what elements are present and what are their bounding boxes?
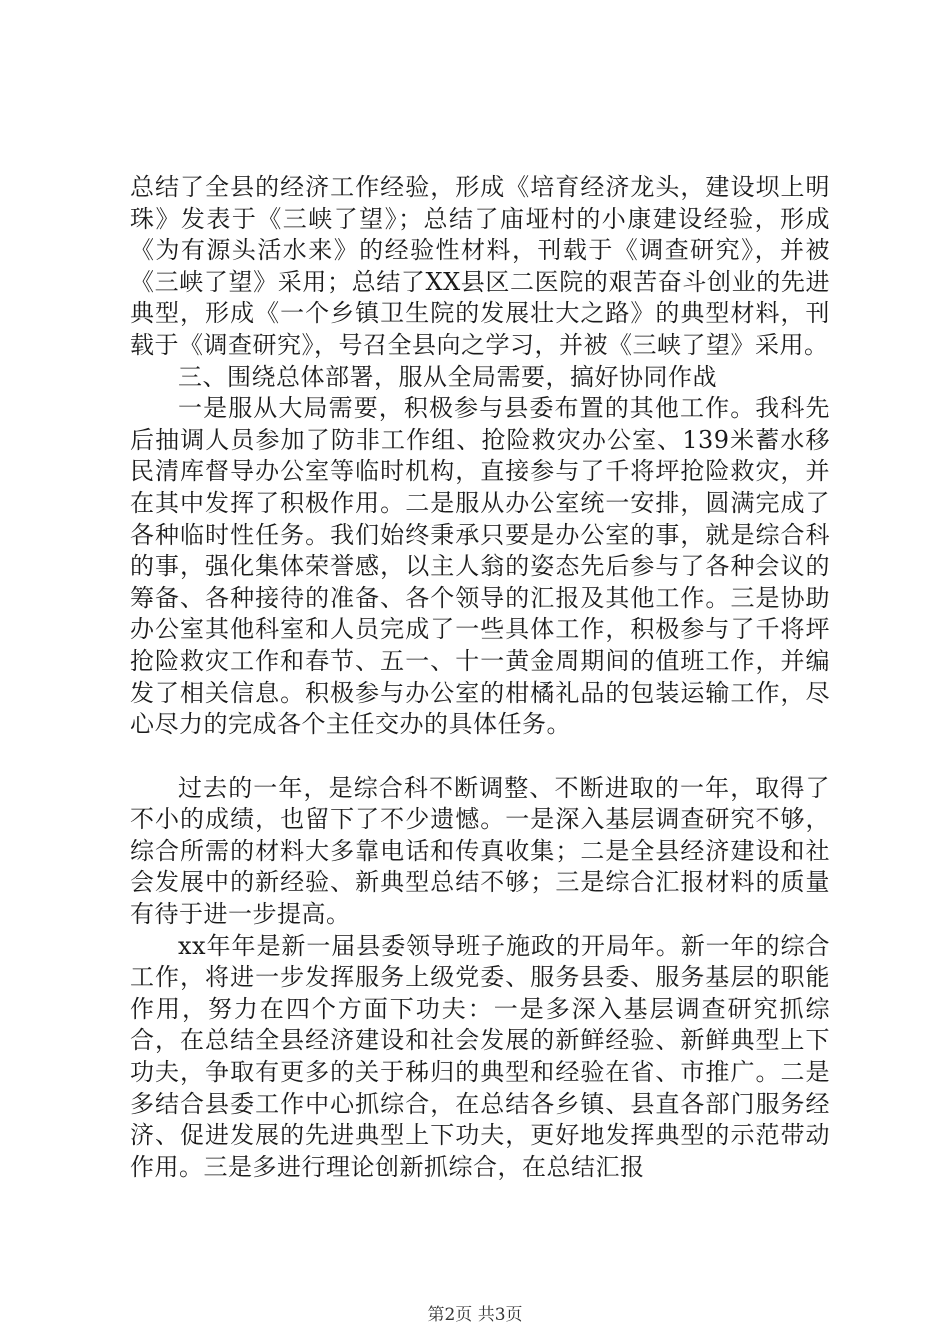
paragraph-spacer <box>130 741 830 773</box>
paragraph-coordination-work: 一是服从大局需要，积极参与县委布置的其他工作。我科先后抽调人员参加了防非工作组、抢险救灾办公室、139米蓄水移民清库督导办公室等临时机构，直接参与了千将坪抢险救灾，并在其中发挥了积极作用。二是服从办公室统一安排，圆满完成了各种临时性任务。我们始终秉承只要是办公室的事，就是综合科的事，强化集体荣誉感，以主人翁的姿态先后参与了各种会议的筹备、各种接待的准备、各个领导的汇报及其他工作。三是协助办公室其他科室和人员完成了一些具体工作，积极参与了千将坪抢险救灾工作和春节、五一、十一黄金周期间的值班工作，并编发了相关信息。积极参与办公室的柑橘礼品的包装运输工作，尽心尽力的完成各个主任交办的具体任务。 <box>130 394 830 739</box>
paragraph-new-year-plan: xx年年是新一届县委领导班子施政的开局年。新一年的综合工作，将进一步发挥服务上级党委、服务县委、服务基层的职能作用，努力在四个方面下功夫：一是多深入基层调查研究抓综合，在总结全县经济建设和社会发展的新鲜经验、新鲜典型上下功夫，争取有更多的关于秭归的典型和经验在省、市推广。二是多结合县委工作中心抓综合，在总结各乡镇、县直各部门服务经济、促进发展的先进典型上下功夫，更好地发挥典型的示范带动作用。三是多进行理论创新抓综合，在总结汇报 <box>130 931 830 1181</box>
section-heading-three: 三、围绕总体部署，服从全局需要，搞好协同作战 <box>178 362 717 391</box>
document-body <box>130 172 830 1183</box>
paragraph-past-year-review: 过去的一年，是综合科不断调整、不断进取的一年，取得了不小的成绩，也留下了不少遗憾。一是深入基层调查研究不够，综合所需的材料大多靠电话和传真收集；二是全县经济建设和社会发展中的新经验、新典型总结不够；三是综合汇报材料的质量有待于进一步提高。 <box>130 773 830 929</box>
paragraph-summary-experience: 总结了全县的经济工作经验，形成《培育经济龙头，建设坝上明珠》发表于《三峡了望》；总结了庙垭村的小康建设经验，形成《为有源头活水来》的经验性材料，刊载于《调查研究》，并被《三峡了望》采用；总结了XX县区二医院的艰苦奋斗创业的先进典型，形成《一个乡镇卫生院的发展壮大之路》的典型材料，刊载于《调查研究》，号召全县向之学习，并被《三峡了望》采用。 <box>130 173 830 359</box>
page-number-footer: 第2页 共3页 <box>427 1305 523 1325</box>
